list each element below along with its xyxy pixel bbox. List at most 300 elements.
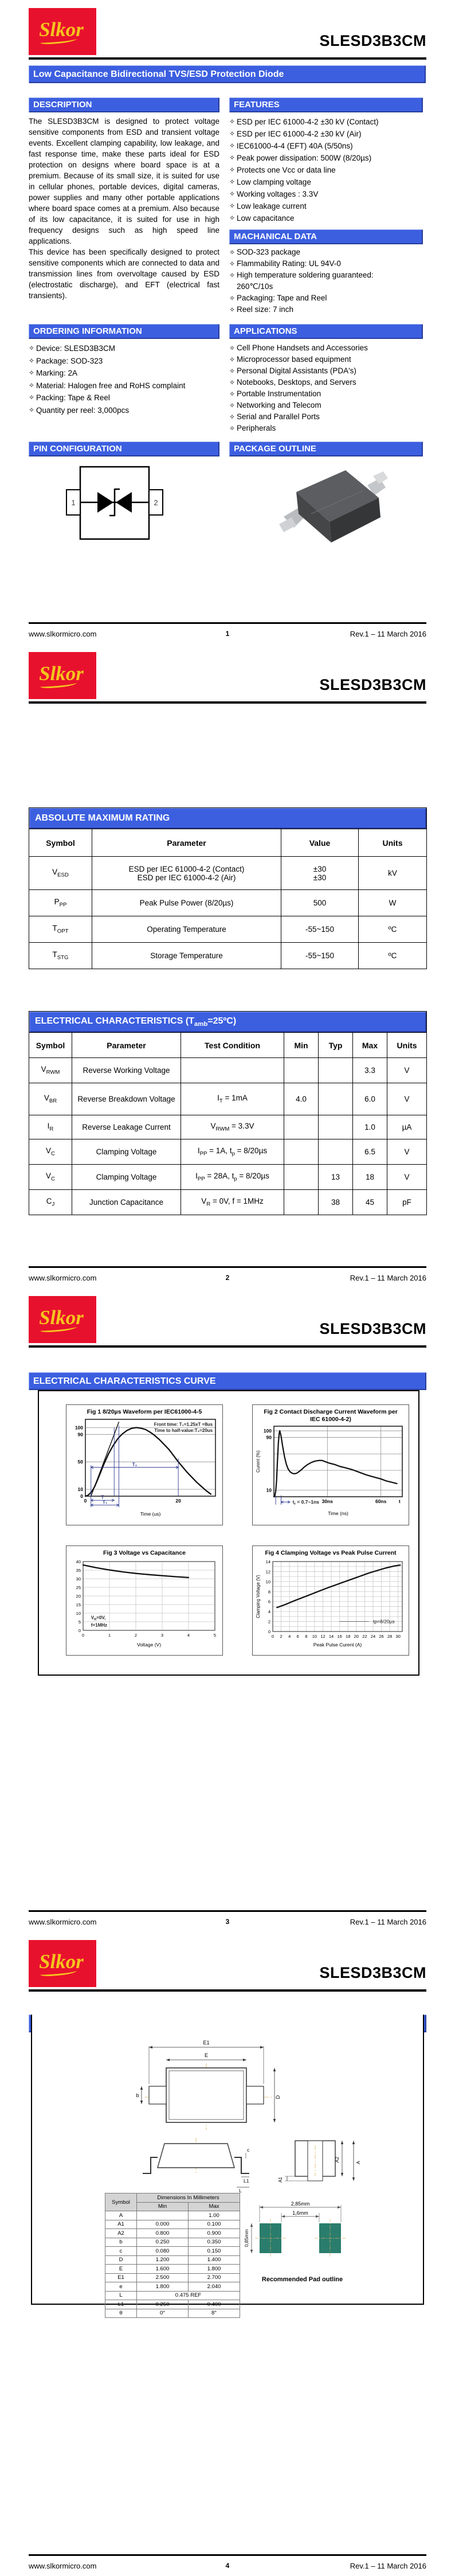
y-tick-label: 10 xyxy=(77,1486,83,1493)
x-axis-label: Peak Pulse Curent (A) xyxy=(313,1642,362,1648)
header-rule xyxy=(29,1345,426,1348)
description-paragraph-2: This device has been specifically designed to protect sensitive components which are connected to data and transmission lines from overvoltage caused by ESD (electrostatic discharge), and EFT (electrical fast transients). xyxy=(29,248,219,300)
package-side-view-drawing xyxy=(140,2136,255,2193)
figure-4-title: Fig 4 Clamping Voltage vs Peak Pulse Current xyxy=(265,1549,397,1556)
list-item-continuation: 260℃/10s xyxy=(237,282,273,291)
diamond-bullet-icon: ✧ xyxy=(229,356,236,364)
figure-2-title: Fig 2 Contact Discharge Current Waveform per IEC 61000-4-2) xyxy=(264,1408,398,1423)
value-cell: 500 xyxy=(281,890,359,916)
y-tick-label: 5 xyxy=(78,1619,81,1625)
list-item: ✧ Networking and Telecom xyxy=(229,400,424,411)
page-number: 1 xyxy=(225,630,230,638)
footer-revision: Rev.1 – 11 March 2016 xyxy=(350,630,426,638)
page-number: 3 xyxy=(225,1918,230,1926)
x-tick-label: 30ns xyxy=(321,1498,334,1504)
x-tick-label: 12 xyxy=(320,1634,325,1639)
pad-dim-gap: 1,6mm xyxy=(292,2210,308,2216)
units-cell: ºC xyxy=(359,943,427,969)
table-row xyxy=(29,916,427,943)
table-row: A 1.00 xyxy=(105,2211,240,2220)
typ-cell: 13 xyxy=(319,1165,353,1190)
slkor-logo xyxy=(29,652,96,699)
diamond-bullet-icon: ✧ xyxy=(229,378,236,387)
list-item: ✧ Peripherals xyxy=(229,423,424,434)
figure-3-title: Fig 3 Voltage vs Capacitance xyxy=(103,1549,186,1556)
y-tick-label: 14 xyxy=(265,1559,270,1564)
diamond-bullet-icon: ✧ xyxy=(229,178,236,186)
y-tick-label: 40 xyxy=(76,1559,81,1564)
arrowhead xyxy=(352,2177,355,2181)
list-item: ✧ Low clamping voltage xyxy=(229,176,424,188)
section-bar-ordering-information: ORDERING INFORMATION xyxy=(29,324,219,339)
page-footer xyxy=(29,630,426,638)
x-tick-label: 5 xyxy=(213,1633,217,1638)
annotation: Time to half-value:T₂=20us xyxy=(154,1428,213,1434)
y-axis-label: Clamping Voltage (V) xyxy=(256,1575,261,1618)
table-row xyxy=(29,1115,427,1139)
arrowhead xyxy=(273,2119,276,2122)
electrical-characteristics-table xyxy=(29,1011,427,1215)
header-rule xyxy=(29,701,426,704)
diamond-bullet-icon: ✧ xyxy=(229,142,236,150)
x-axis-label: Time (us) xyxy=(140,1511,161,1517)
list-item: ✧ Marking: 2A xyxy=(29,367,219,380)
footer-revision: Rev.1 – 11 March 2016 xyxy=(350,1918,426,1926)
pad-outline-caption: Recommended Pad outline xyxy=(261,2276,343,2283)
x-tick-label: 26 xyxy=(379,1634,384,1639)
y-tick-label: 4 xyxy=(268,1609,270,1615)
body-outline xyxy=(166,2068,246,2122)
package-3d-image xyxy=(266,462,398,551)
condition-cell: $I_T = 1mA$ xyxy=(181,1083,284,1115)
dim-label-D: D xyxy=(275,2095,281,2099)
y-tick-label: 8 xyxy=(268,1589,270,1595)
part-number-title: SLESD3B3CM xyxy=(319,32,426,49)
table-header-row xyxy=(29,1033,427,1058)
table-row: A1 0.000 0.100 xyxy=(105,2220,240,2229)
dim-label-E: E xyxy=(204,2052,209,2058)
min-cell xyxy=(284,1058,319,1083)
condition-cell: $V_R = 0V$, f = 1MHz xyxy=(181,1190,284,1215)
slkor-logo-text: Slkor xyxy=(39,1950,86,1977)
dim-label-b: b xyxy=(136,2093,139,2098)
symbol-cell: $V_{BR}$ xyxy=(29,1083,72,1115)
diamond-bullet-icon: ✧ xyxy=(229,367,236,375)
dim-label-A1: A1 xyxy=(278,2177,283,2183)
figure-2-box xyxy=(252,1404,409,1525)
diamond-bullet-icon: ✧ xyxy=(229,306,236,314)
figure-4-box xyxy=(252,1545,409,1656)
body-profile xyxy=(158,2144,234,2168)
page-number: 2 xyxy=(225,1274,230,1282)
parameter-cell: Reverse Breakdown Voltage xyxy=(72,1083,181,1115)
list-item: ✧ Device: SLESD3B3CM xyxy=(29,342,219,355)
footer-website: www.slkormicro.com xyxy=(29,2562,97,2570)
table-row: D 1.200 1.400 xyxy=(105,2255,240,2265)
figure-2-chart xyxy=(254,1423,407,1516)
footer-website: www.slkormicro.com xyxy=(29,630,97,638)
arrowhead xyxy=(281,2215,285,2218)
column-header: Parameter xyxy=(72,1033,181,1058)
table-row xyxy=(29,943,427,969)
parameter-cell: Junction Capacitance xyxy=(72,1190,181,1215)
min-cell xyxy=(284,1190,319,1215)
list-item: ✧ Cell Phone Handsets and Accessories xyxy=(229,342,424,354)
diamond-bullet-icon: ✧ xyxy=(229,401,236,409)
typ-cell xyxy=(319,1058,353,1083)
column-header: Min xyxy=(284,1033,319,1058)
column-header: Dimensions In Millimeters xyxy=(137,2193,240,2203)
min-cell: 4.0 xyxy=(284,1083,319,1115)
pin-outline xyxy=(149,2086,166,2104)
x-tick-label: 2 xyxy=(280,1634,283,1639)
dim-label-A2: A2 xyxy=(334,2156,340,2163)
column-header: Max xyxy=(189,2202,240,2211)
parameter-cell: Clamping Voltage xyxy=(72,1165,181,1190)
dim-label-A: A xyxy=(355,2161,361,2164)
parameter-cell: Operating Temperature xyxy=(92,916,281,943)
ordering-information-list xyxy=(29,342,219,416)
column-header: Parameter xyxy=(92,829,281,857)
x-tick-label: 0 xyxy=(84,1498,87,1504)
max-cell: 45 xyxy=(353,1190,387,1215)
table-row: e 1.800 2.040 xyxy=(105,2282,240,2292)
list-item: ✧ ESD per IEC 61000-4-2 ±30 kV (Contact) xyxy=(229,116,424,128)
annotation: Front time: T₁=1.25xT =8us xyxy=(154,1422,213,1427)
curve xyxy=(274,1431,397,1497)
diamond-bullet-icon: ✧ xyxy=(229,166,236,174)
description-text xyxy=(29,116,219,301)
footer-website: www.slkormicro.com xyxy=(29,1918,97,1926)
figure-1-chart xyxy=(68,1416,221,1517)
diamond-bullet-icon: ✧ xyxy=(29,381,35,389)
list-item: ✧ Peak power dissipation: 500W (8/20µs) xyxy=(229,152,424,164)
slkor-logo-text: Slkor xyxy=(39,18,86,45)
description-paragraph-1: The SLESD3B3CM is designed to protect voltage sensitive components from ESD and transient voltage events. Excellent clamping capability, low leakage, and fast response time, make these parts ideal for ESD protection on designs where board space is at a premium. Because of its small size, it is suited for use in cellular phones, portable devices, digital cameras, power supplies and many other portable applications where board space comes at a premium. Also because of its low capacitance, it is suited for use in high frequency designs such as high speed line applications. xyxy=(29,117,219,245)
parameter-cell: Reverse Leakage Current xyxy=(72,1115,181,1139)
list-item: ✧ IEC61000-4-4 (EFT) 40A (5/50ns) xyxy=(229,140,424,152)
value-cell: -55~150 xyxy=(281,916,359,943)
y-tick-label: 6 xyxy=(268,1599,270,1605)
list-item: ✧ SOD-323 package xyxy=(229,247,424,258)
y-tick-label: 100 xyxy=(263,1428,272,1434)
table-title-bar: ELECTRICAL CHARACTERISTICS $(T_{amb}=25ºC)$ xyxy=(29,1012,427,1033)
symbol-cell: $T_{STG}$ xyxy=(29,943,92,969)
list-item: ✧ Quantity per reel: 3,000pcs xyxy=(29,404,219,417)
column-header: Symbol xyxy=(105,2193,137,2211)
y-tick-label: 0 xyxy=(268,1629,270,1634)
y-tick-label: 15 xyxy=(76,1602,81,1607)
diamond-bullet-icon: ✧ xyxy=(229,390,236,398)
arrowhead xyxy=(316,2215,319,2218)
column-header: Units xyxy=(387,1033,427,1058)
arrowhead xyxy=(250,2223,253,2227)
x-tick-label: 2 xyxy=(134,1633,138,1638)
symbol-cell: $P_{PP}$ xyxy=(29,890,92,916)
condition-cell xyxy=(181,1058,284,1083)
datasheet-page-3 xyxy=(0,1288,455,1932)
annotation: f=1MHz xyxy=(91,1622,108,1628)
x-tick-label: 28 xyxy=(387,1634,393,1639)
y-tick-label: 0 xyxy=(78,1628,81,1633)
page-footer xyxy=(29,1274,426,1282)
mechanical-data-list xyxy=(229,247,424,315)
y-tick-label: 2 xyxy=(268,1619,270,1625)
package-dimensions-table xyxy=(105,2193,240,2318)
diamond-bullet-icon: ✧ xyxy=(229,413,236,421)
list-item: ✧ Low capacitance xyxy=(229,212,424,224)
diamond-bullet-icon: ✧ xyxy=(229,294,236,302)
arrowhead xyxy=(260,2046,264,2048)
value-cell: ±30 ±30 xyxy=(281,857,359,890)
list-item: ✧ Package: SOD-323 xyxy=(29,355,219,368)
arrowhead xyxy=(140,2101,143,2104)
units-cell: ºC xyxy=(359,916,427,943)
y-tick-label: 12 xyxy=(265,1569,270,1575)
lead-right xyxy=(234,2157,249,2173)
table-row: L1 0.250 0.400 xyxy=(105,2300,240,2309)
list-item: ✧ Microprocessor based equipment xyxy=(229,354,424,365)
table-row: b 0.250 0.350 xyxy=(105,2238,240,2247)
annotation: tp=8/20µs xyxy=(372,1618,395,1625)
page-footer xyxy=(29,2562,426,2570)
x-axis-label: Time (ns) xyxy=(328,1511,348,1516)
max-cell: 6.0 xyxy=(353,1083,387,1115)
y-tick-label: 100 xyxy=(74,1424,83,1431)
x-tick-label: 18 xyxy=(346,1634,351,1639)
slkor-logo xyxy=(29,8,96,55)
arrowhead xyxy=(250,2250,253,2253)
column-header: Max xyxy=(353,1033,387,1058)
min-cell xyxy=(284,1165,319,1190)
symbol-cell: $I_R$ xyxy=(29,1115,72,1139)
footer-revision: Rev.1 – 11 March 2016 xyxy=(350,2562,426,2570)
table-row: L 0.475 REF xyxy=(105,2291,240,2300)
y-tick-label: 10 xyxy=(265,1579,270,1584)
x-tick-label: 8 xyxy=(305,1634,308,1639)
typ-cell: 38 xyxy=(319,1190,353,1215)
value-cell: -55~150 xyxy=(281,943,359,969)
figure-3-box xyxy=(66,1545,223,1656)
x-tick-label: 0 xyxy=(81,1633,85,1638)
list-item: ✧ Working voltages : 3.3V xyxy=(229,188,424,200)
datasheet-page-2 xyxy=(0,644,455,1288)
table-row xyxy=(29,1165,427,1190)
typ-cell xyxy=(319,1139,353,1165)
list-item: ✧ Flammability Rating: UL 94V-0 xyxy=(229,258,424,270)
y-tick-label: 30 xyxy=(76,1576,81,1582)
arrowhead xyxy=(273,2068,276,2071)
section-bar-characteristics-curve: ELECTRICAL CHARACTERISTICS CURVE xyxy=(29,1372,426,1390)
list-item: ✧ High temperature soldering guaranteed: xyxy=(229,270,424,281)
column-header: Symbol xyxy=(29,829,92,857)
units-cell: V xyxy=(387,1165,427,1190)
x-axis-label: Voltage (V) xyxy=(136,1642,162,1648)
part-number-title: SLESD3B3CM xyxy=(319,1964,426,1981)
arrowhead xyxy=(243,2059,246,2061)
datasheet-page-1 xyxy=(0,0,455,644)
x-tick-label: 10 xyxy=(312,1634,317,1639)
arrowhead xyxy=(149,2046,152,2048)
y-tick-label: 35 xyxy=(76,1568,81,1573)
max-cell: 3.3 xyxy=(353,1058,387,1083)
package-end-view-drawing xyxy=(278,2134,364,2194)
diamond-bullet-icon: ✧ xyxy=(229,248,236,256)
curve xyxy=(91,1422,119,1496)
units-cell: V xyxy=(387,1083,427,1115)
x-tick-label: 24 xyxy=(370,1634,376,1639)
slkor-logo-text: Slkor xyxy=(39,662,86,689)
symbol-cell: $V_C$ xyxy=(29,1165,72,1190)
diamond-bullet-icon: ✧ xyxy=(29,356,35,365)
diamond-bullet-icon: ✧ xyxy=(229,118,236,126)
column-header: Value xyxy=(281,829,359,857)
typ-cell xyxy=(319,1083,353,1115)
arrowhead xyxy=(140,2086,143,2090)
pin1-label: 1 xyxy=(71,498,76,507)
dim-label-L: L xyxy=(239,2188,242,2193)
units-cell: V xyxy=(387,1139,427,1165)
column-header: Test Condition xyxy=(181,1033,284,1058)
dim-label-L1: L1 xyxy=(244,2178,249,2184)
table-row xyxy=(29,1058,427,1083)
annotation: $V_R=0V$, xyxy=(91,1615,106,1622)
column-header: Units xyxy=(359,829,427,857)
y-tick-label: 0 xyxy=(80,1493,83,1499)
parameter-cell: Storage Temperature xyxy=(92,943,281,969)
annotation: $t_r$ = 0.7~1ns xyxy=(292,1499,320,1506)
arrowhead xyxy=(260,2206,263,2208)
list-item: ✧ Serial and Parallel Ports xyxy=(229,411,424,423)
part-number-title: SLESD3B3CM xyxy=(319,676,426,693)
list-item: ✧ Protects one Vcc or data line xyxy=(229,164,424,176)
column-header: Min xyxy=(137,2202,189,2211)
arrowhead xyxy=(338,2206,341,2208)
arrowhead xyxy=(166,2059,170,2061)
dim-label-c: c xyxy=(247,2147,250,2153)
absolute-maximum-rating-table xyxy=(29,807,427,969)
table-row xyxy=(29,857,427,890)
x-tick-label: 22 xyxy=(362,1634,367,1639)
diamond-bullet-icon: ✧ xyxy=(229,271,236,279)
column-header: Symbol xyxy=(29,1033,72,1058)
x-tick-label: 20 xyxy=(175,1498,181,1504)
table-title-bar: ABSOLUTE MAXIMUM RATING xyxy=(29,808,427,829)
x-tick-label: 3 xyxy=(160,1633,164,1638)
page-footer xyxy=(29,1918,426,1926)
footer-rule xyxy=(29,622,426,624)
column-header: Typ xyxy=(319,1033,353,1058)
symbol-cell: $V_C$ xyxy=(29,1139,72,1165)
symbol-cell: $T_{OPT}$ xyxy=(29,916,92,943)
max-cell: 6.5 xyxy=(353,1139,387,1165)
symbol-cell: $V_{ESD}$ xyxy=(29,857,92,890)
units-cell: pF xyxy=(387,1190,427,1215)
units-cell: W xyxy=(359,890,427,916)
pin2-label: 2 xyxy=(154,498,158,507)
diamond-bullet-icon: ✧ xyxy=(229,130,236,138)
header-rule xyxy=(29,57,426,60)
diamond-bullet-icon: ✧ xyxy=(29,369,35,377)
list-item: ✧ Personal Digital Assistants (PDA's) xyxy=(229,365,424,377)
table-row xyxy=(29,890,427,916)
list-item: ✧ Portable Instrumentation xyxy=(229,388,424,400)
lead-left xyxy=(143,2157,158,2173)
x-tick-label: 0 xyxy=(271,1634,274,1639)
table-row xyxy=(29,1139,427,1165)
dim-label-E1: E1 xyxy=(203,2040,210,2046)
section-bar-features: FEATURES xyxy=(229,97,423,112)
table-row: E 1.600 1.800 xyxy=(105,2265,240,2274)
diamond-bullet-icon: ✧ xyxy=(229,202,236,210)
features-list xyxy=(229,116,424,224)
list-item: ✧ Material: Halogen free and RoHS complaint xyxy=(29,380,219,392)
parameter-cell: ESD per IEC 61000-4-2 (Contact) ESD per IEC 61000-4-2 (Air) xyxy=(92,857,281,890)
part-number-title: SLESD3B3CM xyxy=(319,1320,426,1337)
diamond-bullet-icon: ✧ xyxy=(229,154,236,162)
symbol-cell: $V_{RWM}$ xyxy=(29,1058,72,1083)
parameter-cell: Clamping Voltage xyxy=(72,1139,181,1165)
table-row: A2 0.800 0.900 xyxy=(105,2229,240,2238)
typ-cell xyxy=(319,1115,353,1139)
diamond-bullet-icon: ✧ xyxy=(29,393,35,401)
y-tick-label: 90 xyxy=(77,1431,83,1438)
table-row: θ 0° 8° xyxy=(105,2309,240,2318)
table-row: c 0.080 0.150 xyxy=(105,2247,240,2256)
parameter-cell: Peak Pulse Power (8/20µs) xyxy=(92,890,281,916)
units-cell: kV xyxy=(359,857,427,890)
table-header-row xyxy=(29,829,427,857)
pad-dim-width: 2,85mm xyxy=(291,2201,310,2207)
x-tick-label: 20 xyxy=(354,1634,359,1639)
x-tick-label: 16 xyxy=(337,1634,342,1639)
symbol-cell: $C_J$ xyxy=(29,1190,72,1215)
list-item: ✧ Packing: Tape & Reel xyxy=(29,392,219,404)
parameter-cell: Reverse Working Voltage xyxy=(72,1058,181,1083)
diamond-bullet-icon: ✧ xyxy=(229,344,236,352)
plot-frame xyxy=(274,1426,402,1497)
min-cell xyxy=(284,1115,319,1139)
slkor-logo xyxy=(29,1940,96,1987)
slkor-logo-text: Slkor xyxy=(39,1306,86,1333)
y-tick-label: 50 xyxy=(77,1459,83,1465)
section-bar-pin-configuration: PIN CONFIGURATION xyxy=(29,442,219,456)
figure-1-title: Fig 1 8/20µs Waveform per IEC61000-4-5 xyxy=(87,1408,202,1415)
marker-label: T₂ xyxy=(132,1462,138,1467)
diamond-bullet-icon: ✧ xyxy=(229,190,236,198)
table-row: E1 2.500 2.700 xyxy=(105,2273,240,2282)
recommended-pad-outline-drawing xyxy=(244,2200,361,2263)
diamond-bullet-icon: ✧ xyxy=(29,405,35,414)
x-tick-label: 6 xyxy=(296,1634,299,1639)
footer-rule xyxy=(29,1266,426,1268)
units-cell: V xyxy=(387,1058,427,1083)
x-tick-label: 60ns xyxy=(375,1498,387,1504)
applications-list xyxy=(229,342,424,434)
section-bar-package-outline: PACKAGE OUTLINE xyxy=(229,442,423,456)
condition-cell: $I_{PP} = 1A$, $t_p = 8/20\mu s$ xyxy=(181,1139,284,1165)
list-item: ✧ Packaging: Tape and Reel xyxy=(229,292,424,304)
section-bar-description: DESCRIPTION xyxy=(29,97,219,112)
footer-rule xyxy=(29,1910,426,1912)
condition-cell: $I_{PP} = 28A$, $t_p = 8/20\mu s$ xyxy=(181,1165,284,1190)
list-item: ✧ Low leakage current xyxy=(229,200,424,212)
diamond-bullet-icon: ✧ xyxy=(229,424,236,432)
x-tick-label: 1 xyxy=(108,1633,111,1638)
y-tick-label: 90 xyxy=(266,1434,272,1441)
pin-configuration-diagram xyxy=(40,462,189,548)
max-cell: 1.0 xyxy=(353,1115,387,1139)
